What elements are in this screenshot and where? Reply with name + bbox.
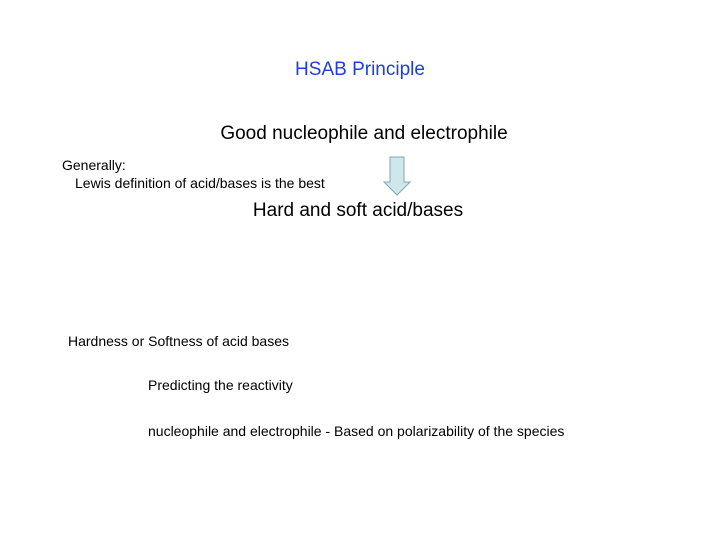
down-arrow-icon — [383, 156, 411, 196]
heading-good-nucleophile: Good nucleophile and electrophile — [220, 123, 508, 144]
note-lewis-definition: Lewis definition of acid/bases is the best — [75, 175, 325, 191]
slide-title: HSAB Principle — [295, 59, 425, 80]
heading-hard-soft: Hard and soft acid/bases — [252, 200, 464, 221]
text-predicting-reactivity: Predicting the reactivity — [148, 377, 293, 393]
text-hardness-softness: Hardness or Softness of acid bases — [68, 333, 290, 349]
note-generally: Generally: — [62, 157, 126, 173]
text-polarizability: nucleophile and electrophile - Based on polarizability of the species — [148, 423, 565, 439]
